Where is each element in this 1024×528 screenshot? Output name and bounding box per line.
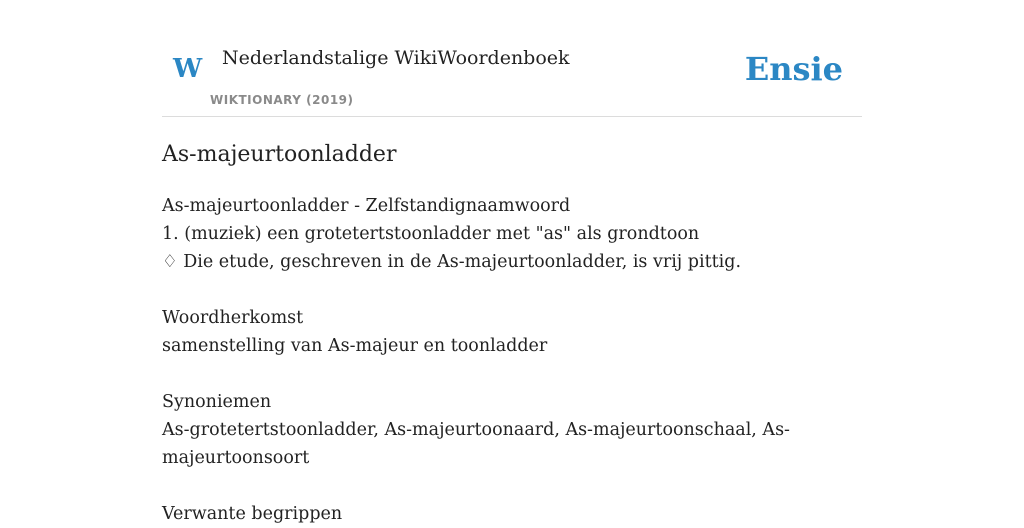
entry-content (162, 192, 802, 528)
source-title[interactable]: Nederlandstalige WikiWoordenboek (222, 47, 570, 69)
synonyms-label: Synoniemen (162, 392, 272, 412)
entry-heading: As-majeurtoonladder (162, 142, 397, 167)
definition-line: 1. (muziek) een grotetertstoonladder met "as" als grondtoon (162, 224, 700, 244)
source-label: WIKTIONARY (2019) (210, 93, 354, 107)
spacer (162, 472, 802, 500)
spacer (162, 276, 802, 304)
ensie-logo[interactable]: Ensie (744, 50, 843, 88)
etymology-text: samenstelling van As-majeur en toonladder (162, 336, 548, 356)
wiktionary-logo-icon[interactable]: W (173, 54, 203, 84)
example-line: ♢ Die etude, geschreven in de As-majeurtoonladder, is vrij pittig. (162, 252, 742, 272)
related-terms-label: Verwante begrippen (162, 504, 343, 524)
spacer (162, 360, 802, 388)
synonyms-text: As-grotetertstoonladder, As-majeurtoonaard, As-majeurtoonschaal, As-majeurtoonsoort (162, 420, 790, 468)
etymology-label: Woordherkomst (162, 308, 304, 328)
site-header (162, 0, 862, 117)
part-of-speech-line: As-majeurtoonladder - Zelfstandignaamwoord (162, 196, 571, 216)
